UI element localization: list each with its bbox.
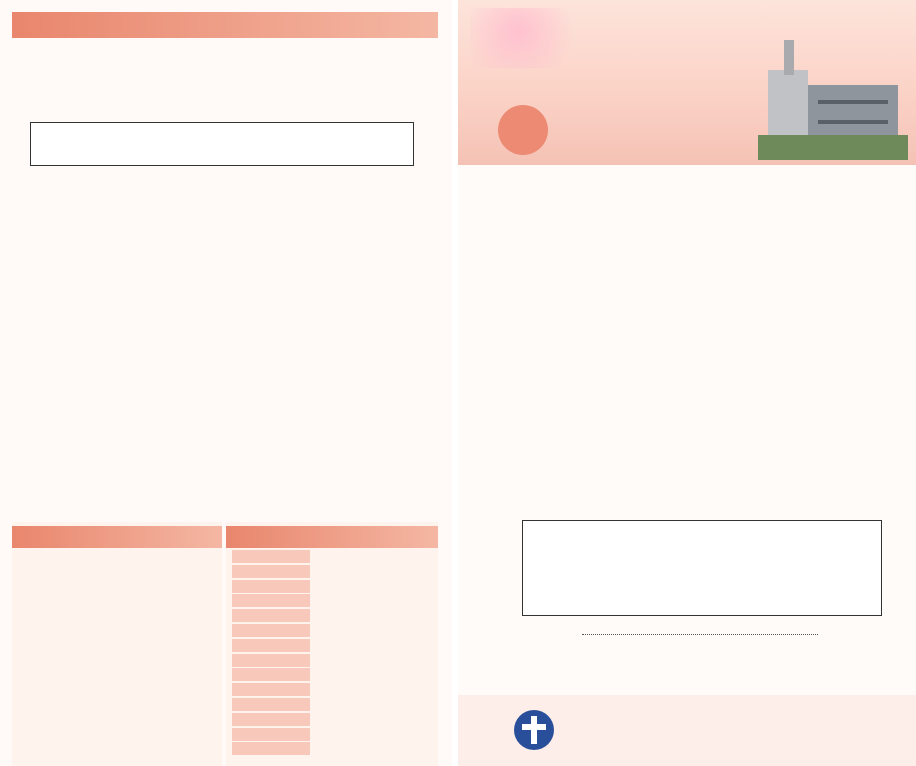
prayer-box: [522, 520, 882, 616]
schedule-row: [232, 654, 432, 667]
schedule-row: [232, 713, 432, 726]
schedule-service: [232, 639, 310, 652]
schedule-row: [232, 698, 432, 711]
schedule-row: [232, 594, 432, 607]
schedule-service: [232, 580, 310, 593]
schedule-row: [232, 728, 432, 741]
schedule-service: [232, 728, 310, 741]
schedule-row: [232, 683, 432, 696]
schedule-service: [232, 698, 310, 711]
schedule-row: [232, 742, 432, 755]
schedule-row: [232, 624, 432, 637]
news-header: [12, 12, 438, 38]
church-building-image: [758, 40, 908, 160]
schedule-service: [232, 594, 310, 607]
servants-panel: [12, 522, 222, 766]
schedule-service: [232, 668, 310, 681]
church-logo-icon: [514, 710, 554, 750]
schedule-service: [232, 683, 310, 696]
flower-decoration: [470, 8, 590, 68]
schedule-service: [232, 654, 310, 667]
left-page: [0, 0, 452, 766]
schedule-row: [232, 550, 432, 563]
servants-title: [12, 526, 222, 548]
bible-reading-box: [30, 122, 414, 166]
schedule-row: [232, 609, 432, 622]
schedule-service: [232, 609, 310, 622]
schedule-service: [232, 550, 310, 563]
schedule-row: [232, 565, 432, 578]
schedule-title: [226, 526, 438, 548]
schedule-row: [232, 639, 432, 652]
schedule-service: [232, 624, 310, 637]
dotted-leader: [582, 626, 818, 635]
vision-badge: [498, 105, 548, 155]
schedule-service: [232, 713, 310, 726]
schedule-service: [232, 565, 310, 578]
schedule-row: [232, 580, 432, 593]
schedule-service: [232, 742, 310, 755]
schedule-row: [232, 668, 432, 681]
